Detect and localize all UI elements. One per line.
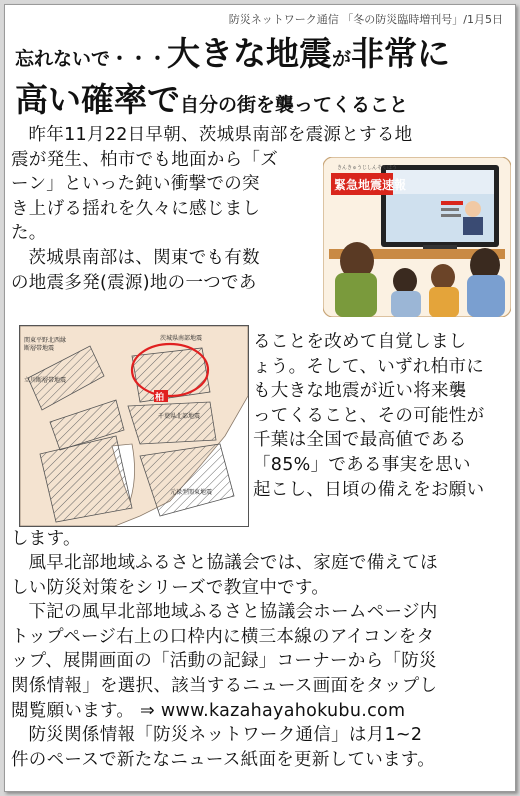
text-line: 茨城県南部は、関東でも有数: [28, 247, 260, 268]
text-line: 起こし、日頃の備えをお願い: [253, 479, 485, 500]
text-line: 千葉は全国で最高値である: [253, 430, 467, 451]
map-label: 断層帯地震: [24, 345, 55, 352]
map-label-kashiwa: 柏: [155, 393, 165, 403]
headline-part: 忘れないで・・・: [15, 48, 168, 70]
text-line: 下記の風早北部地域ふるさと協議会ホームページ内: [28, 602, 438, 623]
text-line: ってくること、その可能性が: [253, 405, 485, 426]
headline-part: が: [332, 48, 352, 70]
text-line: ることを改めて自覚しまし: [253, 332, 467, 352]
headline-line-2: [15, 80, 409, 119]
text-line: 関係情報」を選択、該当するニュース画面をタップし: [11, 675, 438, 696]
text-line: 震が発生、柏市でも地面から「ズ: [11, 149, 278, 170]
newsletter-page: [4, 4, 516, 792]
map-label: 元禄型関東地震: [170, 489, 213, 496]
headline-part: 自分の街を襲ってくること: [180, 94, 409, 116]
text-line: 「85%」である事実を思い: [253, 454, 471, 475]
alert-ruby: きんきゅうじしんそくほう: [337, 165, 398, 171]
map-label: 関東平野北西縁: [24, 337, 67, 344]
text-line: き上げる揺れを久々に感じまし: [11, 198, 261, 219]
text-line: します。: [11, 529, 81, 549]
text-line: 風早北部地域ふるさと協議会では、家庭で備えてほ: [28, 553, 438, 573]
text-line: しい防災対策をシリーズで教宣中です。: [11, 577, 330, 598]
text-line: た。: [11, 223, 47, 244]
text-line: も大きな地震が近い将来襲: [253, 381, 467, 402]
text-line: 防災関係情報「防災ネットワーク通信」は月1~2: [28, 725, 423, 746]
paragraph-council: [11, 551, 511, 600]
text-line: ーン」といった鈍い衝撃での突: [11, 174, 260, 195]
earthquake-zone-map: [19, 325, 249, 527]
text-line: トップページ右上の口枠内に横三本線のアイコンをタ: [11, 626, 435, 647]
headline-line-1: [15, 34, 451, 73]
text-line: の地震多発(震源)地の一つであ: [11, 272, 257, 293]
newsletter-header: 防災ネットワーク通信 「冬の防災臨時増刊号」/1月5日: [228, 13, 503, 26]
headline-part: 大きな地震: [167, 34, 333, 73]
family-tv-illustration: [323, 157, 511, 317]
paragraph-warning: [253, 330, 511, 502]
paragraph-homepage: [11, 600, 511, 723]
website-link-line[interactable]: 閲覧願います。 ⇒ www.kazahayahokubu.com: [11, 700, 406, 721]
map-label: 立川断層帯地震: [24, 377, 67, 384]
text-line: ょう。そして、いずれ柏市に: [253, 356, 485, 377]
map-label: 茨城県南部地震: [160, 335, 203, 342]
text-line: 昨年11月22日早朝、茨城県南部を震源とする地: [28, 125, 413, 145]
map-label: 千葉県北部地震: [158, 413, 201, 420]
alert-banner-text: 緊急地震速報: [334, 178, 407, 192]
headline-part: 高い確率で: [15, 80, 180, 119]
text-line: ップ、展開画面の「活動の記録」コーナーから「防災: [11, 651, 437, 672]
headline-part: 非常に: [351, 34, 451, 73]
text-line: 件のペースで新たなニュース紙面を更新しています。: [11, 749, 436, 770]
paragraph-update: [11, 723, 511, 772]
lower-paragraphs: [11, 551, 511, 772]
